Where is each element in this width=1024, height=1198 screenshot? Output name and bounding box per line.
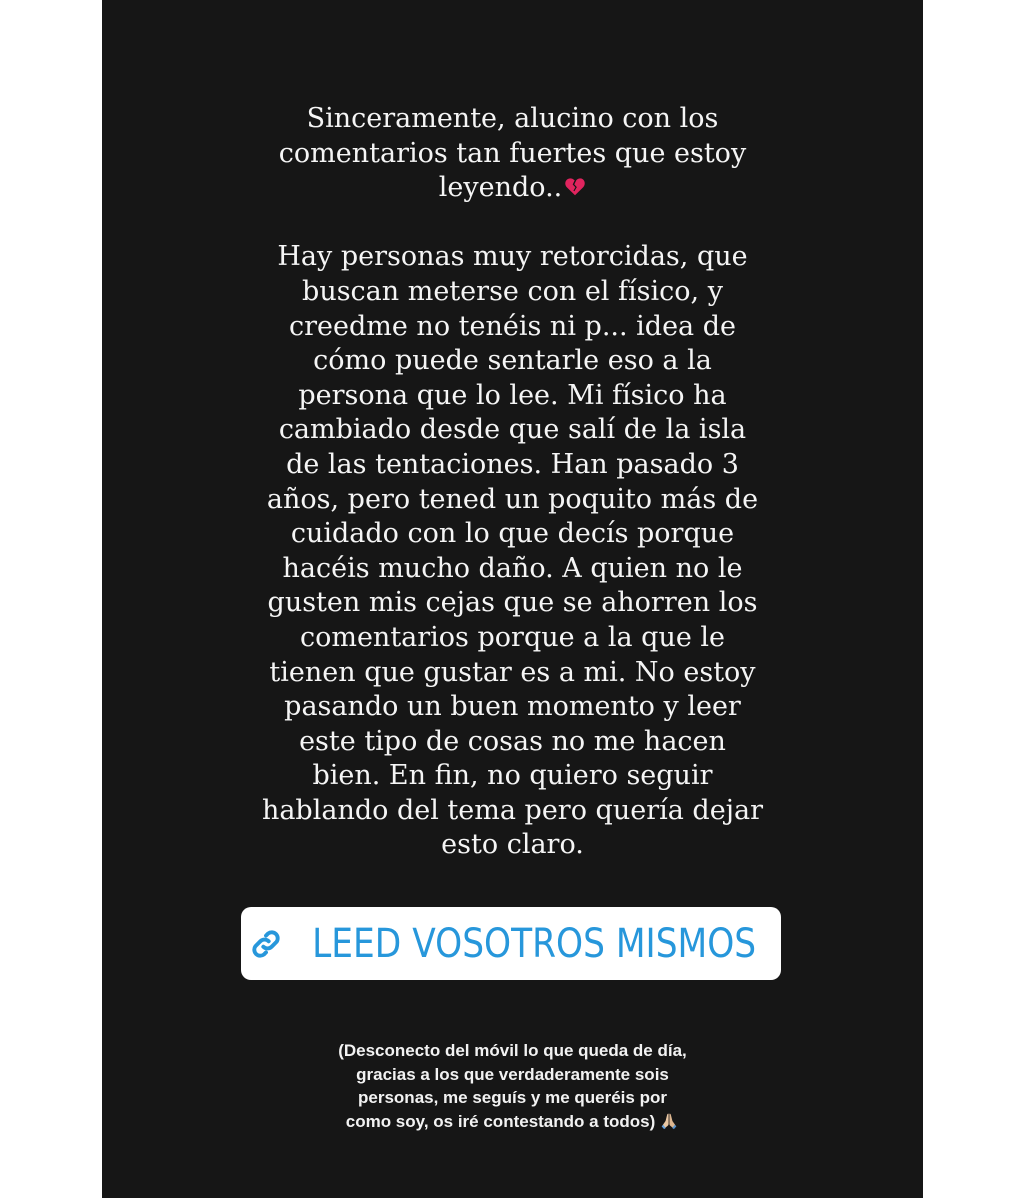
text-line: hacéis mucho daño. A quien no le bbox=[282, 552, 743, 584]
praying-hands-icon bbox=[659, 1112, 679, 1130]
footer-line: gracias a los que verdaderamente sois bbox=[356, 1064, 669, 1084]
text-line: cambiado desde que salí de la isla bbox=[278, 414, 747, 446]
text-line: cómo puede sentarle eso a la bbox=[313, 345, 712, 377]
text-line: cuidado con lo que decís porque bbox=[290, 518, 735, 550]
footer-line: (Desconecto del móvil lo que queda de día, bbox=[338, 1041, 687, 1060]
text-line: este tipo de cosas no me hacen bbox=[299, 725, 726, 757]
text-line: gusten mis cejas que se ahorren los bbox=[267, 587, 758, 619]
text-line: comentarios tan fuertes que estoy bbox=[278, 137, 747, 169]
text-line: comentarios porque a la que le bbox=[299, 621, 726, 653]
text-line: años, pero tened un poquito más de bbox=[266, 483, 759, 515]
text-line: buscan meterse con el físico, y bbox=[302, 275, 723, 307]
story-card bbox=[102, 0, 923, 1198]
text-line: de las tentaciones. Han pasado 3 bbox=[286, 448, 739, 480]
paragraph-gap bbox=[102, 206, 923, 241]
link-sticker-label: LEED VOSOTROS MISMOS bbox=[311, 920, 757, 967]
footer-line bbox=[102, 1110, 923, 1134]
link-sticker-button[interactable] bbox=[241, 907, 781, 980]
text-line: creedme no tenéis ni p... idea de bbox=[289, 310, 736, 342]
story-main-text bbox=[102, 102, 923, 863]
link-icon bbox=[248, 926, 284, 962]
text-line: Hay personas muy retorcidas, que bbox=[277, 241, 748, 273]
broken-heart-icon bbox=[564, 176, 586, 198]
text-line: pasando un buen momento y leer bbox=[284, 691, 741, 723]
text-line-content: leyendo.. bbox=[438, 172, 563, 204]
footer-line: personas, me seguís y me queréis por bbox=[358, 1088, 667, 1107]
text-line: tienen que gustar es a mi. No estoy bbox=[269, 656, 756, 688]
text-line: esto claro. bbox=[441, 829, 584, 861]
story-footer-text bbox=[102, 1039, 923, 1133]
text-line: hablando del tema pero quería dejar bbox=[261, 794, 764, 826]
text-line: bien. En fin, no quiero seguir bbox=[312, 760, 713, 792]
footer-line-content: como soy, os iré contestando a todos) bbox=[345, 1111, 656, 1131]
text-line: persona que lo lee. Mi físico ha bbox=[298, 379, 727, 411]
text-line: Sinceramente, alucino con los bbox=[306, 103, 719, 134]
text-line bbox=[102, 171, 923, 206]
